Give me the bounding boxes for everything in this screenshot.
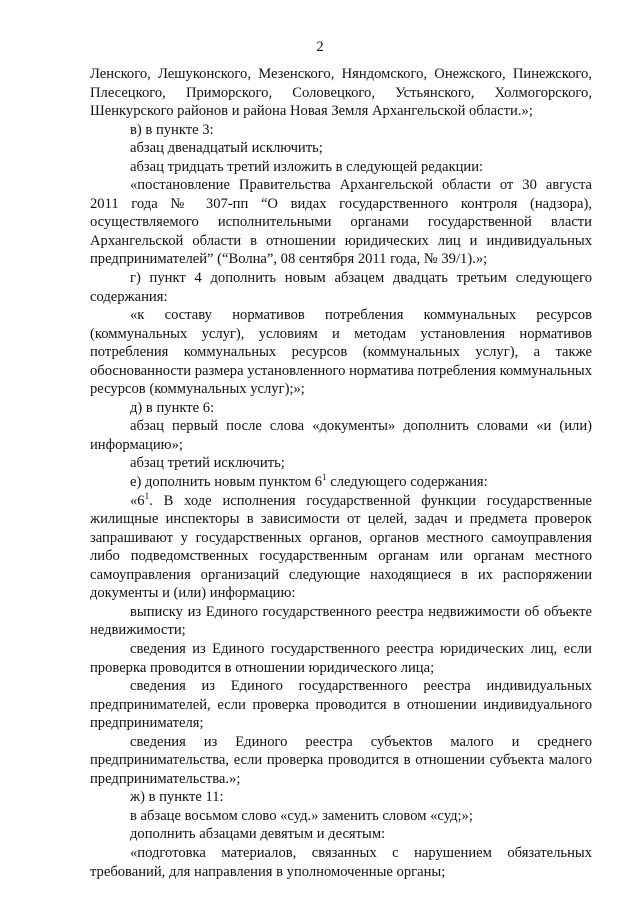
paragraph: сведения из Единого государственного реестра юридических лиц, если проверка проводится в отношении юридического лица;	[90, 640, 592, 676]
paragraph: ж) в пункте 11:	[130, 789, 224, 806]
paragraph: абзац третий исключить;	[130, 455, 285, 472]
paragraph: абзац тридцать третий изложить в следующей редакции:	[130, 158, 484, 175]
superscript: 1	[144, 490, 150, 501]
paragraph: Ленского, Лешуконского, Мезенского, Няндомского, Онежского, Пинежского, Плесецкого, Приморского, Соловецкого, Устьянского, Холмогорского, Шенкурского районов и района Новая Земля Архангельской области.»;	[90, 66, 592, 120]
paragraph: «подготовка материалов, связанных с нарушением обязательных требований, для направления в уполномоченные органы;	[90, 844, 592, 880]
paragraph	[90, 473, 592, 492]
paragraph-text: следующего содержания:	[326, 474, 488, 491]
paragraph: выписку из Единого государственного реестра недвижимости об объекте недвижимости;	[90, 603, 592, 639]
page-number: 2	[316, 39, 324, 55]
document-body	[90, 65, 592, 881]
paragraph	[90, 492, 592, 603]
paragraph: абзац первый после слова «документы» дополнить словами «и (или) информацию»;	[90, 418, 592, 453]
paragraph: абзац двенадцатый исключить;	[130, 140, 323, 157]
superscript: 1	[322, 472, 327, 483]
paragraph: сведения из Единого государственного реестра индивидуальных предпринимателей, если проверка проводится в отношении индивидуального предпринимателя;	[90, 678, 592, 732]
paragraph: сведения из Единого реестра субъектов малого и среднего предпринимательства, если проверка проводится в отношении субъекта малого предпринимательства.»;	[90, 733, 592, 787]
paragraph: д) в пункте 6:	[130, 399, 215, 416]
paragraph: «к составу нормативов потребления коммунальных ресурсов (коммунальных услуг), условиям и методам установления нормативов потребления коммунальных ресурсов (коммунальных услуг), а также обоснованности размера установленного норматива потребления коммунальных ресурсов (коммунальных услуг);»;	[90, 307, 592, 398]
paragraph-text: . В ходе исполнения государственной функции государственные жилищные инспекторы в зависимости от целей, задач и предмета проверок запрашивают у государственных органов, органов местного самоуправления либо подведомственных государственным органам или органам местного самоуправления организаций следующие находящиеся в их распоряжении документы и (или) информацию:	[90, 492, 592, 602]
paragraph: в абзаце восьмом слово «суд.» заменить словом «суд;»;	[130, 807, 473, 824]
paragraph: г) пункт 4 дополнить новым абзацем двадцать третьим следующего содержания:	[90, 270, 592, 305]
paragraph: «постановление Правительства Архангельской области от 30 августа 2011 года № 307-пп “О видах государственного контроля (надзора), осуществляемого исполнительными органами государственной власти Архангельской области в отношении юридических лиц и индивидуальных предпринимателей” (“Волна”, 08 сентября 2011 года, № 39/1).»;	[90, 177, 592, 268]
paragraph: дополнить абзацами девятым и десятым:	[130, 826, 386, 843]
paragraph-text: е) дополнить новым пунктом 6	[130, 474, 323, 491]
paragraph: в) в пункте 3:	[130, 121, 214, 138]
paragraph-text: «6	[130, 492, 145, 509]
